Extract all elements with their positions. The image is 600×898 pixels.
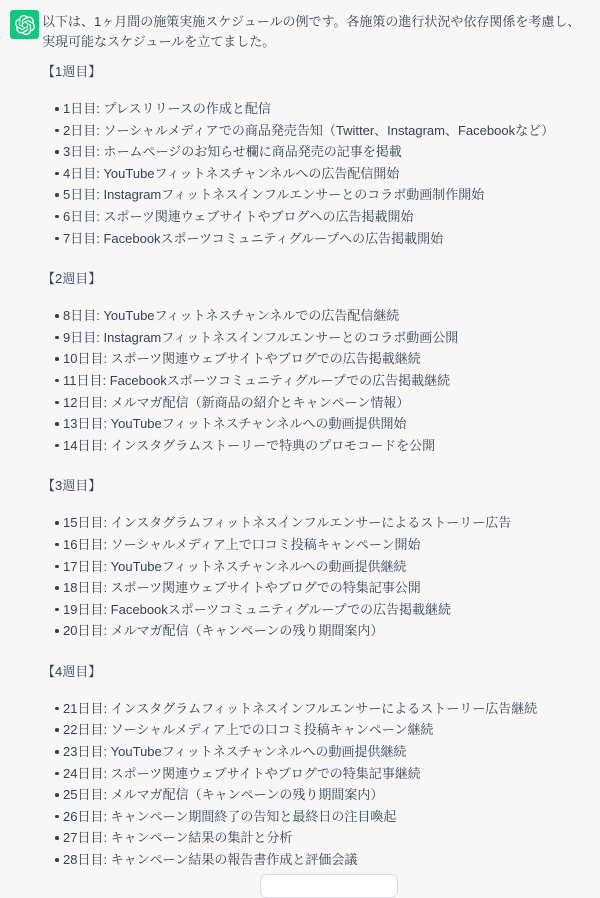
schedule-item-day-16: 16日目: ソーシャルメディア上で口コミ投稿キャンペーン開始 — [55, 534, 588, 556]
schedule-item-day-10: 10日目: スポーツ関連ウェブサイトやブログでの広告掲載継続 — [55, 348, 588, 370]
week-2-list — [42, 305, 588, 456]
week-1-list — [42, 98, 588, 249]
schedule-item-day-27: 27日目: キャンペーン結果の集計と分析 — [55, 827, 588, 849]
schedule-item-day-21: 21日目: インスタグラムフィットネスインフルエンサーによるストーリー広告継続 — [55, 698, 588, 720]
schedule-item-day-18: 18日目: スポーツ関連ウェブサイトやブログでの特集記事公開 — [55, 577, 588, 599]
schedule-item-day-28: 28日目: キャンペーン結果の報告書作成と評価会議 — [55, 849, 588, 871]
schedule-item-day-15: 15日目: インスタグラムフィットネスインフルエンサーによるストーリー広告 — [55, 512, 588, 534]
schedule-item-day-8: 8日目: YouTubeフィットネスチャンネルでの広告配信継続 — [55, 305, 588, 327]
week-4-heading: 【4週目】 — [42, 663, 102, 679]
schedule-item-day-1: 1日目: プレスリリースの作成と配信 — [55, 98, 588, 120]
week-3-heading: 【3週目】 — [42, 478, 102, 494]
week-2-heading: 【2週目】 — [42, 271, 102, 287]
schedule-item-day-25: 25日目: メルマガ配信（キャンペーンの残り期間案内） — [55, 784, 588, 806]
assistant-avatar — [10, 10, 39, 39]
message-content — [42, 12, 588, 871]
schedule-item-day-17: 17日目: YouTubeフィットネスチャンネルへの動画提供継続 — [55, 556, 588, 578]
regenerate-button[interactable] — [260, 874, 398, 898]
schedule-item-day-24: 24日目: スポーツ関連ウェブサイトやブログでの特集記事継続 — [55, 763, 588, 785]
week-1-heading: 【1週目】 — [42, 64, 102, 79]
schedule-item-day-12: 12日目: メルマガ配信（新商品の紹介とキャンペーン情報） — [55, 392, 588, 414]
intro-paragraph: 以下は、1ヶ月間の施策実施スケジュールの例です。各施策の進行状況や依存関係を考慮し、実現可能なスケジュールを立てました。 — [42, 14, 581, 49]
schedule-item-day-26: 26日目: キャンペーン期間終了の告知と最終日の注目喚起 — [55, 806, 588, 828]
openai-logo-icon — [15, 15, 35, 35]
schedule-item-day-9: 9日目: Instagramフィットネスインフルエンサーとのコラボ動画公開 — [55, 327, 588, 349]
week-4-list — [42, 698, 588, 871]
schedule-item-day-2: 2日目: ソーシャルメディアでの商品発売告知（Twitter、Instagram、Facebookなど） — [55, 120, 588, 142]
schedule-item-day-14: 14日目: インスタグラムストーリーで特典のプロモコードを公開 — [55, 435, 588, 457]
week-3-list — [42, 512, 588, 642]
schedule-item-day-7: 7日目: Facebookスポーツコミュニティグループへの広告掲載開始 — [55, 228, 588, 250]
schedule-item-day-22: 22日目: ソーシャルメディア上での口コミ投稿キャンペーン継続 — [55, 719, 588, 741]
schedule-item-day-23: 23日目: YouTubeフィットネスチャンネルへの動画提供継続 — [55, 741, 588, 763]
schedule-item-day-11: 11日目: Facebookスポーツコミュニティグループでの広告掲載継続 — [55, 370, 588, 392]
schedule-item-day-6: 6日目: スポーツ関連ウェブサイトやブログへの広告掲載開始 — [55, 206, 588, 228]
schedule-item-day-20: 20日目: メルマガ配信（キャンペーンの残り期間案内） — [55, 620, 588, 642]
schedule-item-day-13: 13日目: YouTubeフィットネスチャンネルへの動画提供開始 — [55, 413, 588, 435]
schedule-item-day-3: 3日目: ホームページのお知らせ欄に商品発売の記事を掲載 — [55, 141, 588, 163]
schedule-item-day-19: 19日目: Facebookスポーツコミュニティグループでの広告掲載継続 — [55, 599, 588, 621]
schedule-item-day-4: 4日目: YouTubeフィットネスチャンネルへの広告配信開始 — [55, 163, 588, 185]
schedule-item-day-5: 5日目: Instagramフィットネスインフルエンサーとのコラボ動画制作開始 — [55, 184, 588, 206]
